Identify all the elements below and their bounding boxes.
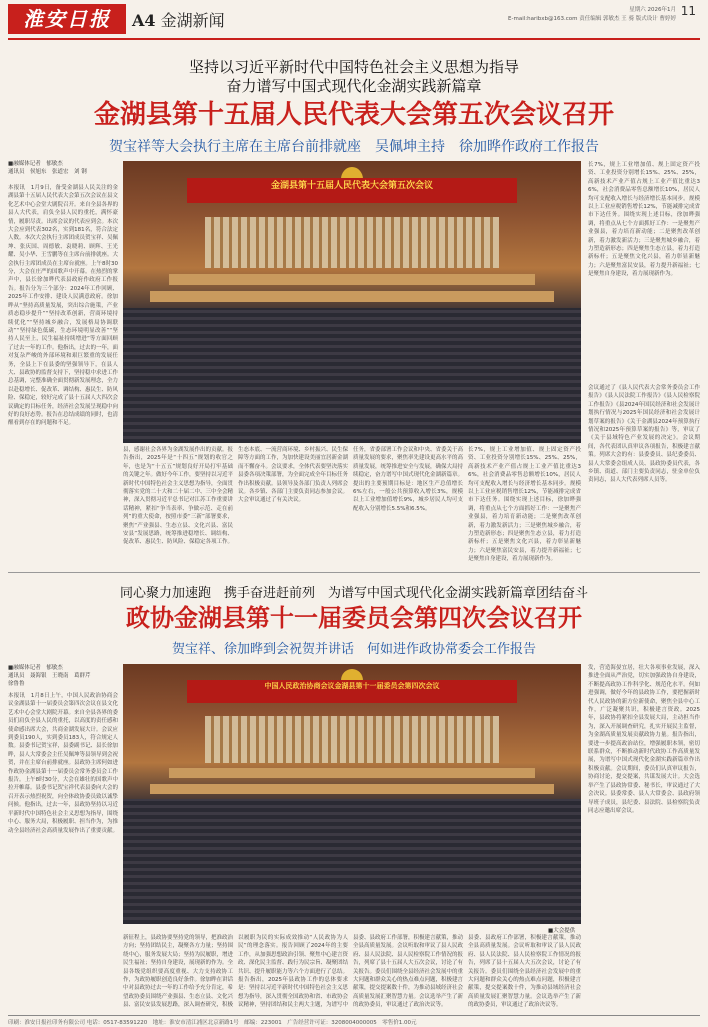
story2-photo-credit: ■大会提供 [548,928,576,934]
rostrum-tier [150,784,553,794]
story2-kicker: 同心聚力加速跑 携手奋进赶前列 为谱写中国式现代化金湖实践新篇章团结奋斗 [119,586,588,601]
story1-byline [8,160,118,176]
story1-column-5: 长7%，规上工业增加值、规上固定资产投资、工业投资分别增长15%、25%、25%，高新技术产业产值占规上工业产值比重达36%，社会消费品零售总额增长10%，居民人均可支配收入增长与经济增长基本同步。规模以上工业应税销售增长12%，节能减排完成省市下达任务。围绕实现上述目标，徐加晔强调，将重点从七个方面抓好工作：一是聚焦产业强县，着力培育新动能；二是聚焦改革创新，着力激发新活力；三是聚焦城乡融合，着力塑造新形态；四是聚焦生态立县，着力打造新标杆；五是聚焦文化兴县，着力彰显新魅力；六是聚焦富民安县，着力提升新福祉；七是聚焦自身建设，着力展现新作为。 [588,162,700,278]
story2-subhead: 贺宝祥、徐加晔到会祝贺并讲话 何如进作政协常委会工作报告 [171,642,536,657]
story2-column-2: 新征程上，县政协要坚持党的领导，把准政治方向；坚持团结民主，凝聚各方力量；坚持围绕中心，服务发展大局；坚持为民履职，增进民生福祉；坚持自身建设，展现新的作为。全县各级党组织要高度重视、大力支持政协工作，为政协履职创造良好条件。徐加晔在讲话中对县政协过去一年的工作给予充分肯定，希望政协委员围绕产业强县、生态立县、文化兴县、富民安县发展思路，深入调查研究，积极 [123,935,233,1009]
story2-photo-cppcc-hall [123,664,581,924]
date-line: 星期六 2026年1月 [629,7,676,13]
story1-byline-reporter: ■融媒体记者 郁敏杰 [8,161,63,167]
story1-column-4: 任务，省委部署工作会议和中央、省委关于高质量发展的要求，聚焦率先建设更高水平的高质量发展，统筹推进安全与发展，确保大局持续稳定，奋力谱写中国式现代化金湖新篇章。提出的主要预期目标是：地区生产总值增长6%左右，一般公共预算收入增长3%，规模以上工业增加值增长9%，城乡居民人均可支配收入分别增长5.5%和6.5%。 [353,447,463,512]
story2-column-5: 发，营造海晏宜居，壮大各项事业发展，深入推进全面从严治党，切实加强政协自身建设，不断提高政协工作科学化、规范化水平。何如进强调，做好今年的县政协工作，要把握新时代人民政协的新方位新使命，聚焦全县中心工作，广泛凝聚共识，积极建言资政。2025年，县政协将紧扣全县发展大局，主动担当作为，深入开展调查研究，扎实开展民主监督，为金湖高质量发展贡献政协力量。报告指出，要进一步提高政治站位，增强履职本领，密切联系群众，不断推动新时代政协工作高质量发展，为谱写中国式现代化金湖实践新篇章作出积极贡献。会议期间，委员们认真审议报告，协商讨论，提交提案，共谋发展大计。大会选举产生了县政协常委、秘书长，审议通过了大会决议。县委常委、县人大常委会、县政府领导班子成员，县纪委、县法院、县检察院负责同志应邀出席会议。 [588,665,700,814]
rostrum-tier [169,768,535,778]
story1-byline-correspondent: 通讯员 侯旭东 张道宏 刘 钢 [8,169,87,175]
page-footer: 印刷：淮安日报社印务有限公司 电话：0517-83591220 地址：淮安市清江浦区北京新路1号 邮编：223001 广告经营许可证：3208004000005 零售价1.00元 [8,1015,700,1026]
story2-headline: 政协金湖县第十一届委员会第四次会议召开 [126,603,582,632]
story1-column-2: 县，感谢社会各界为金湖发展作出的贡献。报告指出，2025年是“十四五”规划的收官之年，也是为“十五五”规划良好开局打牢基础的关键之年。做好今年工作，要坚持以习近平新时代中国特色社会主义思想为指导，全面贯彻落实党的二十大和二十届二中、三中全会精神，深入贯彻习近平总书记对江苏工作重要讲话精神，紧扣“争当表率、争做示范、走在前列”的重大使命，按照市委“三新”部署要求，聚焦“产业强县、生态立县、文化兴县、富民安县”发展思路，统筹推进稳增长、调结构、促改革、惠民生、防风险、保稳定各项工作。 [123,447,233,546]
story1-column-3: 生态本底、一流营商环境、乡村振兴、民生保障等方面的工作，为加快建设美丽宜居新金湖而不懈奋斗。会议要求，全体代表要坚决落实县委各项决策部署，为全面完成全年目标任务作出积极贡献。县领导及各部门负责人列席会议。各乡镇、各部门主要负责同志参加会议。大会审议通过了有关决议。 [238,447,348,504]
masthead-rule [8,38,700,40]
section-title: 金湖新闻 [160,11,225,30]
story2-byline-correspondent-2: 徐鲁鲁 [8,681,25,687]
story1-kicker-1: 坚持以习近平新时代中国特色社会主义思想为指导 [188,58,519,76]
story1-photo-banner: 金湖县第十五届人民代表大会第五次会议 [187,178,517,203]
rostrum-tier [150,291,553,302]
rostrum-seats [205,716,498,763]
story1-column-1: 本报讯 1月9日，备受金湖县人民关注的金湖县第十五届人民代表大会第五次会议在县文化艺术中心会堂大剧院召开。来自全县各界的县人大代表，肩负全县人民的重托，满怀豪情，履职尽责。出席会议的代表应到会。本次大会应到代表302名，实到181名，符合法定人数。本次大会执行主席团成员贺宝祥、吴佩坤、张庆国、周德敏、袁晓莉、顾辉、王光耀、吴小华、王雪鹏等在主席台前排就座。大会执行主席团成员在主席台就座。上午8时30分，大会在庄严的国歌声中开幕。在热烈的掌声中，县长徐加晔代表县政府作政府工作报告。报告分为三个部分：2024年工作回顾、2025年工作安排、建设人民满意政府。徐加晔从“坚持高质量发展，突出综合施策，产业质态稳步提升”“坚持改革创新，营商环境持续优化”“坚持城乡融合，发展格局协调联动”“坚持绿色低碳，生态环境明显改善”“坚持人民至上，民生福祉持续增进”等方面回顾了过去一年的工作。他指出，过去的一年，面对复杂严峻的外部环境和艰巨繁重的发展任务，全县上下在县委的坚强领导下，在县人大、县政协的监督支持下，坚持稳中求进工作总基调，完整准确全面贯彻新发展理念，全力以赴稳增长、促改革、调结构、惠民生、防风险、保稳定，较好完成了县十五届人大四次会议确定的目标任务，经济社会发展呈现稳中向好的良好态势。报告在总结成绩的同时，也清醒看到存在的问题和不足。 [8,185,118,427]
email-line: E-mail:haribxb@163.com 责任编辑 郭敏杰 王 骑 版式设计 曹婷婷 [508,16,676,22]
story2-photo-banner: 中国人民政治协商会议金湖县第十一届委员会第四次会议 [187,680,517,703]
story1-subhead: 贺宝祥等大会执行主席在主席台前排就座 吴佩坤主持 徐加晔作政府工作报告 [109,139,599,155]
story1-headline: 金湖县第十五届人民代表大会第五次会议召开 [93,100,614,130]
story2-byline-correspondent: 通讯员 聂海银 王晓南 葛群芹 [8,673,91,679]
story2-column-4b: 县委、县政府工作部署，积极建言献策，推动全县高质量发展。会议听取和审议了县人民政府、县人民法院、县人民检察院工作情况的报告，列席了县十五届人大五次会议，讨论了有关报告。委员们围绕全县经济社会发展中的重大问题和群众关心的热点难点问题，积极建言献策，提交提案数十件，为推动县域经济社会高质量发展汇聚智慧力量。会议选举产生了新的政协委员，审议通过了政治决议等。 [468,935,581,1009]
story2-column-4: 县委、县政府工作部署，积极建言献策，推动全县高质量发展。会议听取和审议了县人民政府、县人民法院、县人民检察院工作情况的报告，列席了县十五届人大五次会议，讨论了有关报告。委员们围绕全县经济社会发展中的重大问题和群众关心的热点难点问题，积极建言献策，提交提案数十件，为推动县域经济社会高质量发展汇聚智慧力量。会议选举产生了新的政协委员，审议通过了政治决议等。 [353,935,463,1009]
audience-seats [123,308,581,443]
story1-column-5a: 长7%，规上工业增加值、规上固定资产投资、工业投资分别增长15%、25%、25%，高新技术产业产值占规上工业产值比重达36%，社会消费品零售总额增长10%，居民人均可支配收入增长与经济增长基本同步。规模以上工业应税销售增长12%，节能减排完成省市下达任务。围绕实现上述目标，徐加晔强调，将重点从七个方面抓好工作：一是聚焦产业强县，着力培育新动能；二是聚焦改革创新，着力激发新活力；三是聚焦城乡融合，着力塑造新形态；四是聚焦生态立县，着力打造新标杆；五是聚焦文化兴县，着力彰显新魅力；六是聚焦富民安县，着力提升新福祉；七是聚焦自身建设，着力展现新作为。 [468,447,581,563]
rostrum-seats [205,217,498,268]
page-code: A4 [132,11,156,30]
story1-column-6: 会议通过了《县人民代表大会常务委员会工作报告》《县人民法院工作报告》《县人民检察院工作报告》《县2024年国民经济和社会发展计划执行情况与2025年国民经济和社会发展计划草案的报告》《关于金湖县2024年预算执行情况和2025年预算草案的报告》等，审议了《关于县域特色产业发展的决定》。会议期间，各代表团认真审议各项报告，积极建言献策。列席大会的有：县委委员、县纪委委员、县人大常委会组成人员、县政协委员代表，各乡镇、街道、部门主要负责同志，驻金单位负责同志，县人大代表列席人员等。 [588,385,700,484]
story2-byline-reporter: ■融媒体记者 郁敏杰 [8,665,63,671]
masthead-meta [508,6,676,24]
audience-seats [123,799,581,924]
rostrum-tier [169,274,535,285]
story1-photo-congress-hall [123,161,581,443]
newspaper-logo: 淮安日报 [8,4,126,34]
story2-column-3: 以履职为民的实际成效推动“人民政协为人民”的理念落实。报告回顾了2024年的主要工作，从加强思想政治引领、聚焦中心建言资政、深化民主监督、践行为民宗旨、凝聚团结共识、提升履职能力等六个方面进行了总结。报告指出，2025年县政协工作的总体要求是：坚持以习近平新时代中国特色社会主义思想为指导，深入贯彻全国政协和省、市政协会议精神，坚持团结和民主两大主题，为谱写中 [238,935,348,1009]
story1-kicker-2: 奋力谱写中国式现代化金湖实践新篇章 [226,77,482,95]
page-label [132,8,225,31]
story2-byline [8,664,118,688]
story2-column-1: 本报讯 1月8日上午，中国人民政治协商会议金湖县第十一届委员会第四次会议在县文化艺术中心会堂大剧院开幕。来自全县各界的委员们肩负全县人民的重托，以高度的责任感和使命感出席大会，共商金湖发展大计。会议应到委员190人，实到委员183人，符合规定人数。县委书记贺宝祥，县委副书记、县长徐加晔，县人大常委会主任吴佩坤等县领导到会祝贺，并在主席台前排就座。县政协主席何如进作政协金湖县第十一届委员会常务委员会工作报告。上午8时30分，大会在雄壮的国歌声中拉开帷幕。县委书记贺宝祥代表县委向大会的召开表示热烈祝贺，向全体政协委员致以诚挚问候。他指出，过去一年，县政协坚持以习近平新时代中国特色社会主义思想为指导，围绕中心、服务大局，积极履职、担当作为，为推动全县经济社会高质量发展作出了重要贡献。 [8,693,118,834]
story-divider [8,572,700,573]
page-number: 11 [680,4,696,18]
